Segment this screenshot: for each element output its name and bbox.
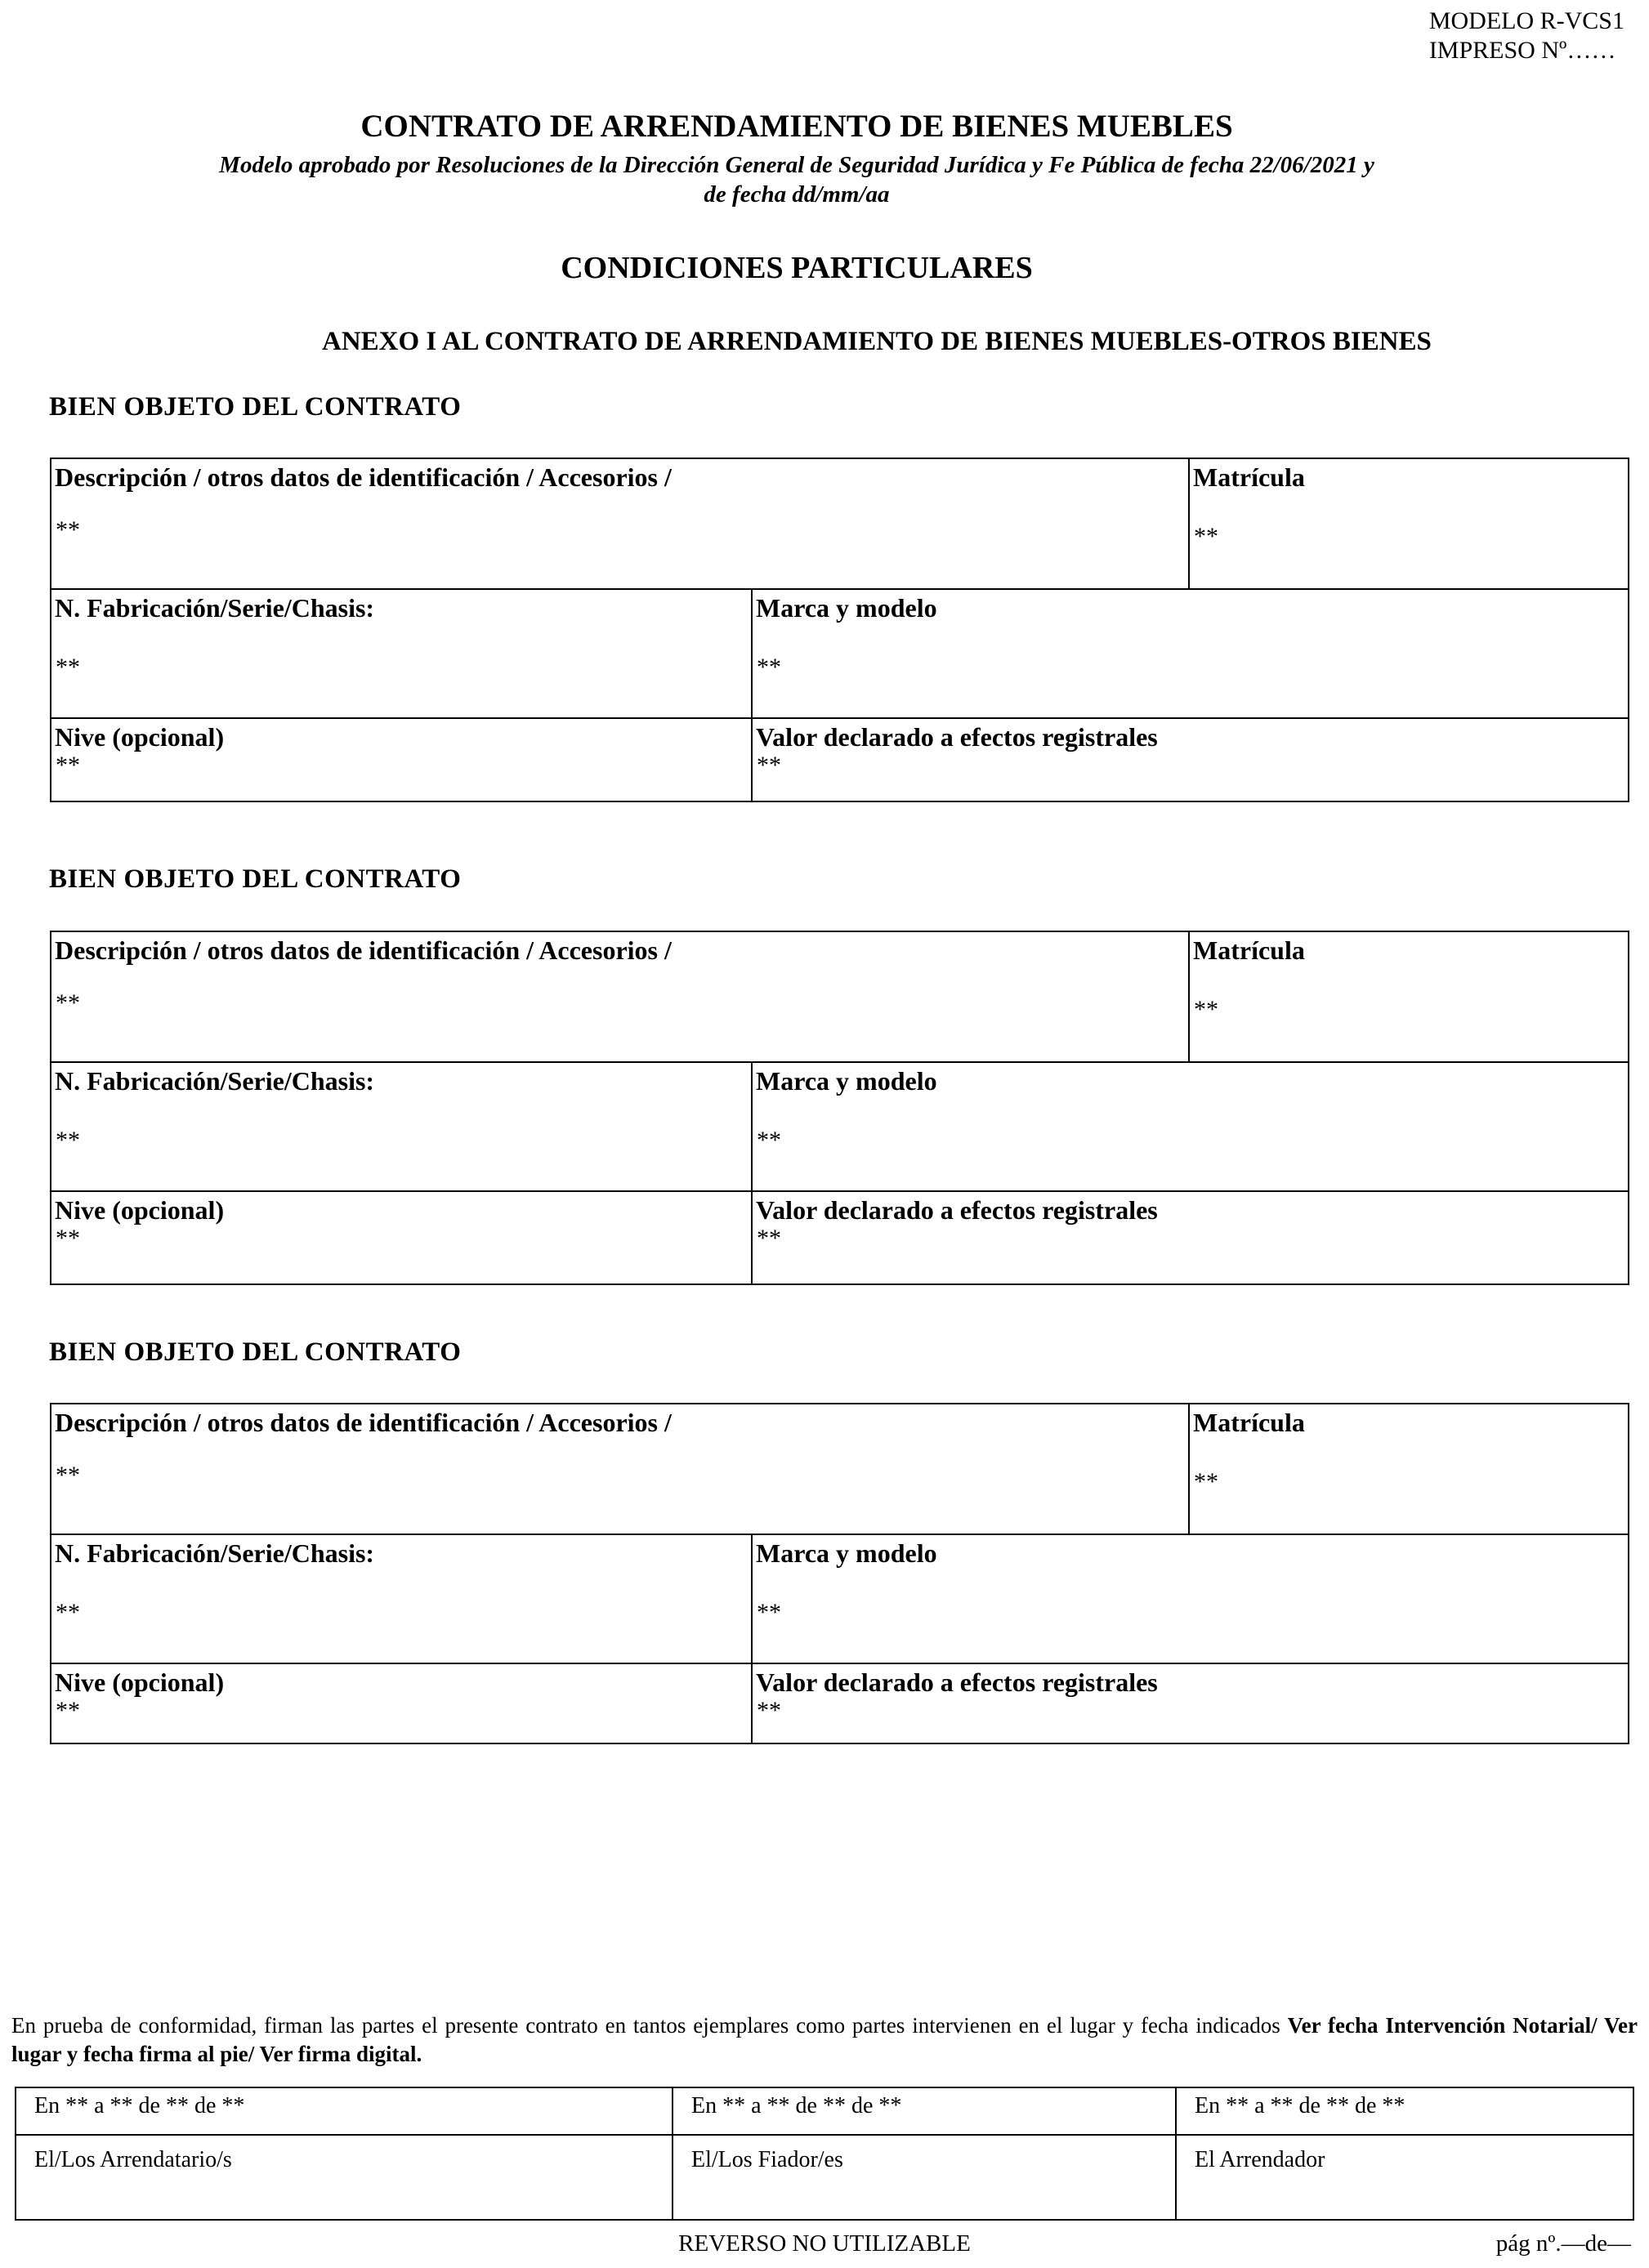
nive-cell[interactable]: [51, 1192, 751, 1284]
description-cell[interactable]: [51, 459, 1188, 588]
description-row: [51, 459, 1628, 588]
bien-heading: BIEN OBJETO DEL CONTRATO: [49, 864, 462, 894]
serial-cell[interactable]: [51, 590, 751, 717]
bien-table: [50, 1403, 1629, 1744]
serial-cell[interactable]: [51, 1063, 751, 1190]
description-label: Descripción / otros datos de identificación / Accesorios /: [55, 935, 672, 965]
model-line: MODELO R-VCS1: [1428, 7, 1624, 34]
description-label: Descripción / otros datos de identificación / Accesorios /: [55, 1408, 672, 1437]
declared-value-value: **: [757, 1225, 781, 1252]
plate-label: Matrícula: [1193, 462, 1305, 492]
plate-value: **: [1194, 996, 1218, 1023]
agreement-bold-text: Ver fecha Intervención Notarial/ Ver lugar y fecha firma al pie/ Ver firma digital.: [11, 2013, 1638, 2066]
signature-role: El Arrendador: [1195, 2147, 1325, 2172]
declared-value-label: Valor declarado a efectos registrales: [756, 1668, 1158, 1697]
footer-reverse-note: REVERSO NO UTILIZABLE: [678, 2230, 971, 2257]
brand-model-label: Marca y modelo: [756, 593, 937, 623]
brand-model-cell[interactable]: [751, 1535, 1628, 1663]
description-cell[interactable]: [51, 1404, 1188, 1534]
serial-value: **: [56, 654, 80, 681]
declared-value-cell[interactable]: [751, 1192, 1628, 1284]
signature-column-lessor[interactable]: [1175, 2088, 1633, 2219]
document-subtitle: [163, 150, 1430, 209]
subtitle-line-1: Modelo aprobado por Resoluciones de la Dirección General de Seguridad Jurídica y Fe Pública de fecha 22/06/2021 y: [219, 152, 1374, 178]
plate-value: **: [1194, 1468, 1218, 1495]
brand-model-label: Marca y modelo: [756, 1538, 937, 1568]
nive-value: **: [56, 752, 80, 779]
bien-heading: BIEN OBJETO DEL CONTRATO: [49, 392, 462, 422]
brand-model-value: **: [757, 654, 781, 681]
subtitle-line-2: de fecha dd/mm/aa: [704, 181, 890, 208]
serial-row: [51, 1061, 1628, 1190]
nive-label: Nive (opcional): [55, 722, 225, 752]
signature-place-date: En ** a ** de ** de **: [34, 2093, 245, 2118]
nive-label: Nive (opcional): [55, 1668, 225, 1697]
signature-column-guarantor[interactable]: [672, 2088, 1175, 2219]
declared-value-label: Valor declarado a efectos registrales: [756, 1195, 1158, 1225]
description-value: **: [56, 1462, 80, 1489]
nive-label: Nive (opcional): [55, 1195, 225, 1225]
plate-value: **: [1194, 523, 1218, 550]
signature-role: El/Los Arrendatario/s: [34, 2147, 232, 2172]
nive-row: [51, 717, 1628, 801]
signature-place-date: En ** a ** de ** de **: [691, 2093, 902, 2118]
serial-row: [51, 1534, 1628, 1663]
brand-model-cell[interactable]: [751, 590, 1628, 717]
nive-value: **: [56, 1697, 80, 1724]
signature-role: El/Los Fiador/es: [691, 2147, 843, 2172]
nive-value: **: [56, 1225, 80, 1252]
declared-value-label: Valor declarado a efectos registrales: [756, 722, 1158, 752]
bien-table: [50, 931, 1629, 1285]
model-code: [1429, 7, 1624, 65]
agreement-text: En prueba de conformidad, firman las partes el presente contrato en tantos ejemplares como partes intervienen en el lugar y fecha indicados: [11, 2013, 1280, 2038]
brand-model-value: **: [757, 1127, 781, 1154]
description-row: [51, 932, 1628, 1061]
serial-value: **: [56, 1599, 80, 1626]
description-value: **: [56, 516, 80, 543]
declared-value-cell[interactable]: [751, 1664, 1628, 1743]
description-cell[interactable]: [51, 932, 1188, 1061]
annex-heading: ANEXO I AL CONTRATO DE ARRENDAMIENTO DE BIENES MUEBLES-OTROS BIENES: [322, 327, 1432, 356]
plate-cell[interactable]: [1188, 459, 1628, 588]
serial-label: N. Fabricación/Serie/Chasis:: [55, 1538, 375, 1568]
nive-row: [51, 1663, 1628, 1743]
signature-table: [15, 2087, 1634, 2221]
plate-label: Matrícula: [1193, 935, 1305, 965]
serial-row: [51, 588, 1628, 717]
agreement-paragraph: [11, 2011, 1638, 2069]
footer-page-number: pág nº.—de—: [1495, 2230, 1631, 2257]
serial-label: N. Fabricación/Serie/Chasis:: [55, 1066, 375, 1096]
printed-number-line: IMPRESO Nº……: [1428, 37, 1616, 64]
document-title: CONTRATO DE ARRENDAMIENTO DE BIENES MUEBLES: [360, 109, 1233, 144]
declared-value-value: **: [757, 752, 781, 779]
nive-cell[interactable]: [51, 1664, 751, 1743]
declared-value-value: **: [757, 1697, 781, 1724]
declared-value-cell[interactable]: [751, 719, 1628, 801]
plate-cell[interactable]: [1188, 932, 1628, 1061]
signature-place-date: En ** a ** de ** de **: [1195, 2093, 1405, 2118]
plate-label: Matrícula: [1193, 1408, 1305, 1437]
bien-heading: BIEN OBJETO DEL CONTRATO: [49, 1337, 462, 1367]
description-label: Descripción / otros datos de identificación / Accesorios /: [55, 462, 672, 492]
serial-cell[interactable]: [51, 1535, 751, 1663]
nive-cell[interactable]: [51, 719, 751, 801]
signature-column-lessee[interactable]: [16, 2088, 672, 2219]
brand-model-cell[interactable]: [751, 1063, 1628, 1190]
plate-cell[interactable]: [1188, 1404, 1628, 1534]
nive-row: [51, 1190, 1628, 1284]
bien-table: [50, 458, 1629, 802]
serial-label: N. Fabricación/Serie/Chasis:: [55, 593, 375, 623]
brand-model-label: Marca y modelo: [756, 1066, 937, 1096]
serial-value: **: [56, 1127, 80, 1154]
description-value: **: [56, 989, 80, 1016]
description-row: [51, 1404, 1628, 1534]
brand-model-value: **: [757, 1599, 781, 1626]
conditions-heading: CONDICIONES PARTICULARES: [561, 251, 1033, 285]
